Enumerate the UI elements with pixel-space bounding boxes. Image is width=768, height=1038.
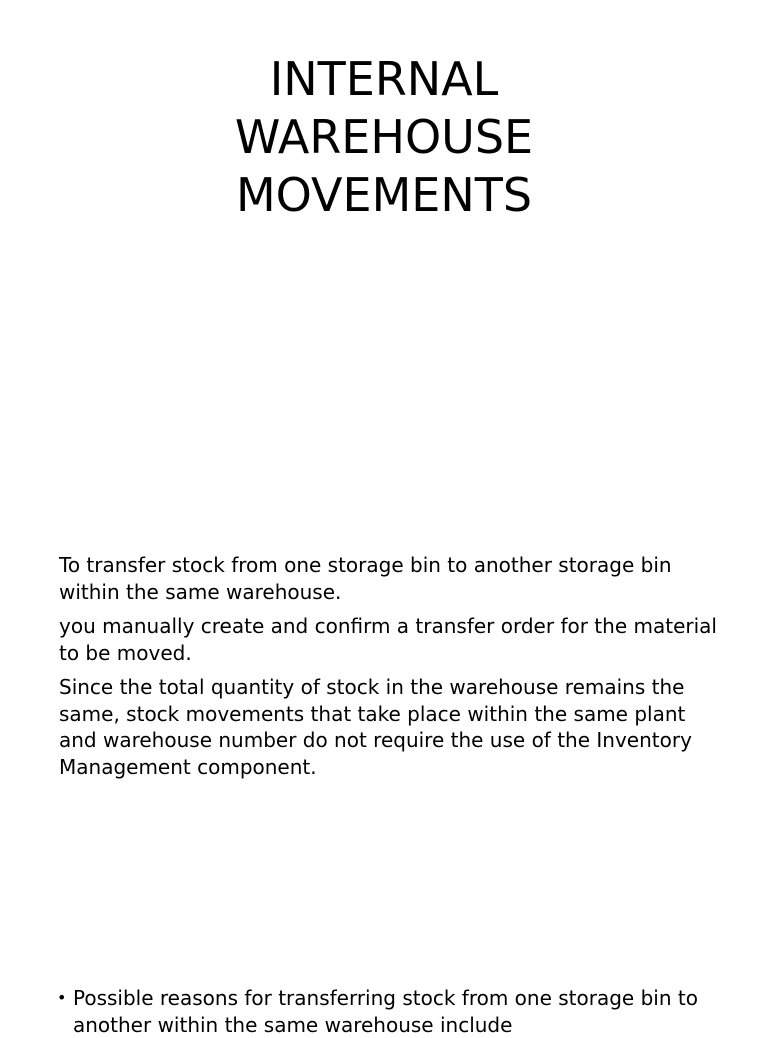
body-text <box>59 552 719 788</box>
paragraph-3: Since the total quantity of stock in the warehouse remains the same, stock movements that take place within the same plant and warehouse number do not require the use of the Inventory Management component. <box>59 675 692 779</box>
bullet-text: Possible reasons for transferring stock from one storage bin to another within the same warehouse include <box>73 986 698 1037</box>
slide-title <box>0 50 768 224</box>
title-line-2: WAREHOUSE <box>234 110 534 164</box>
title-line-3: MOVEMENTS <box>235 168 533 222</box>
paragraph-2: you manually create and confirm a transfer order for the material to be moved. <box>59 614 717 665</box>
title-line-1: INTERNAL <box>269 52 499 106</box>
bullet-list <box>57 985 737 1038</box>
paragraph-1: To transfer stock from one storage bin to another storage bin within the same warehouse. <box>59 553 672 604</box>
bullet-item <box>57 985 737 1038</box>
bullet-marker: • <box>57 988 67 1007</box>
